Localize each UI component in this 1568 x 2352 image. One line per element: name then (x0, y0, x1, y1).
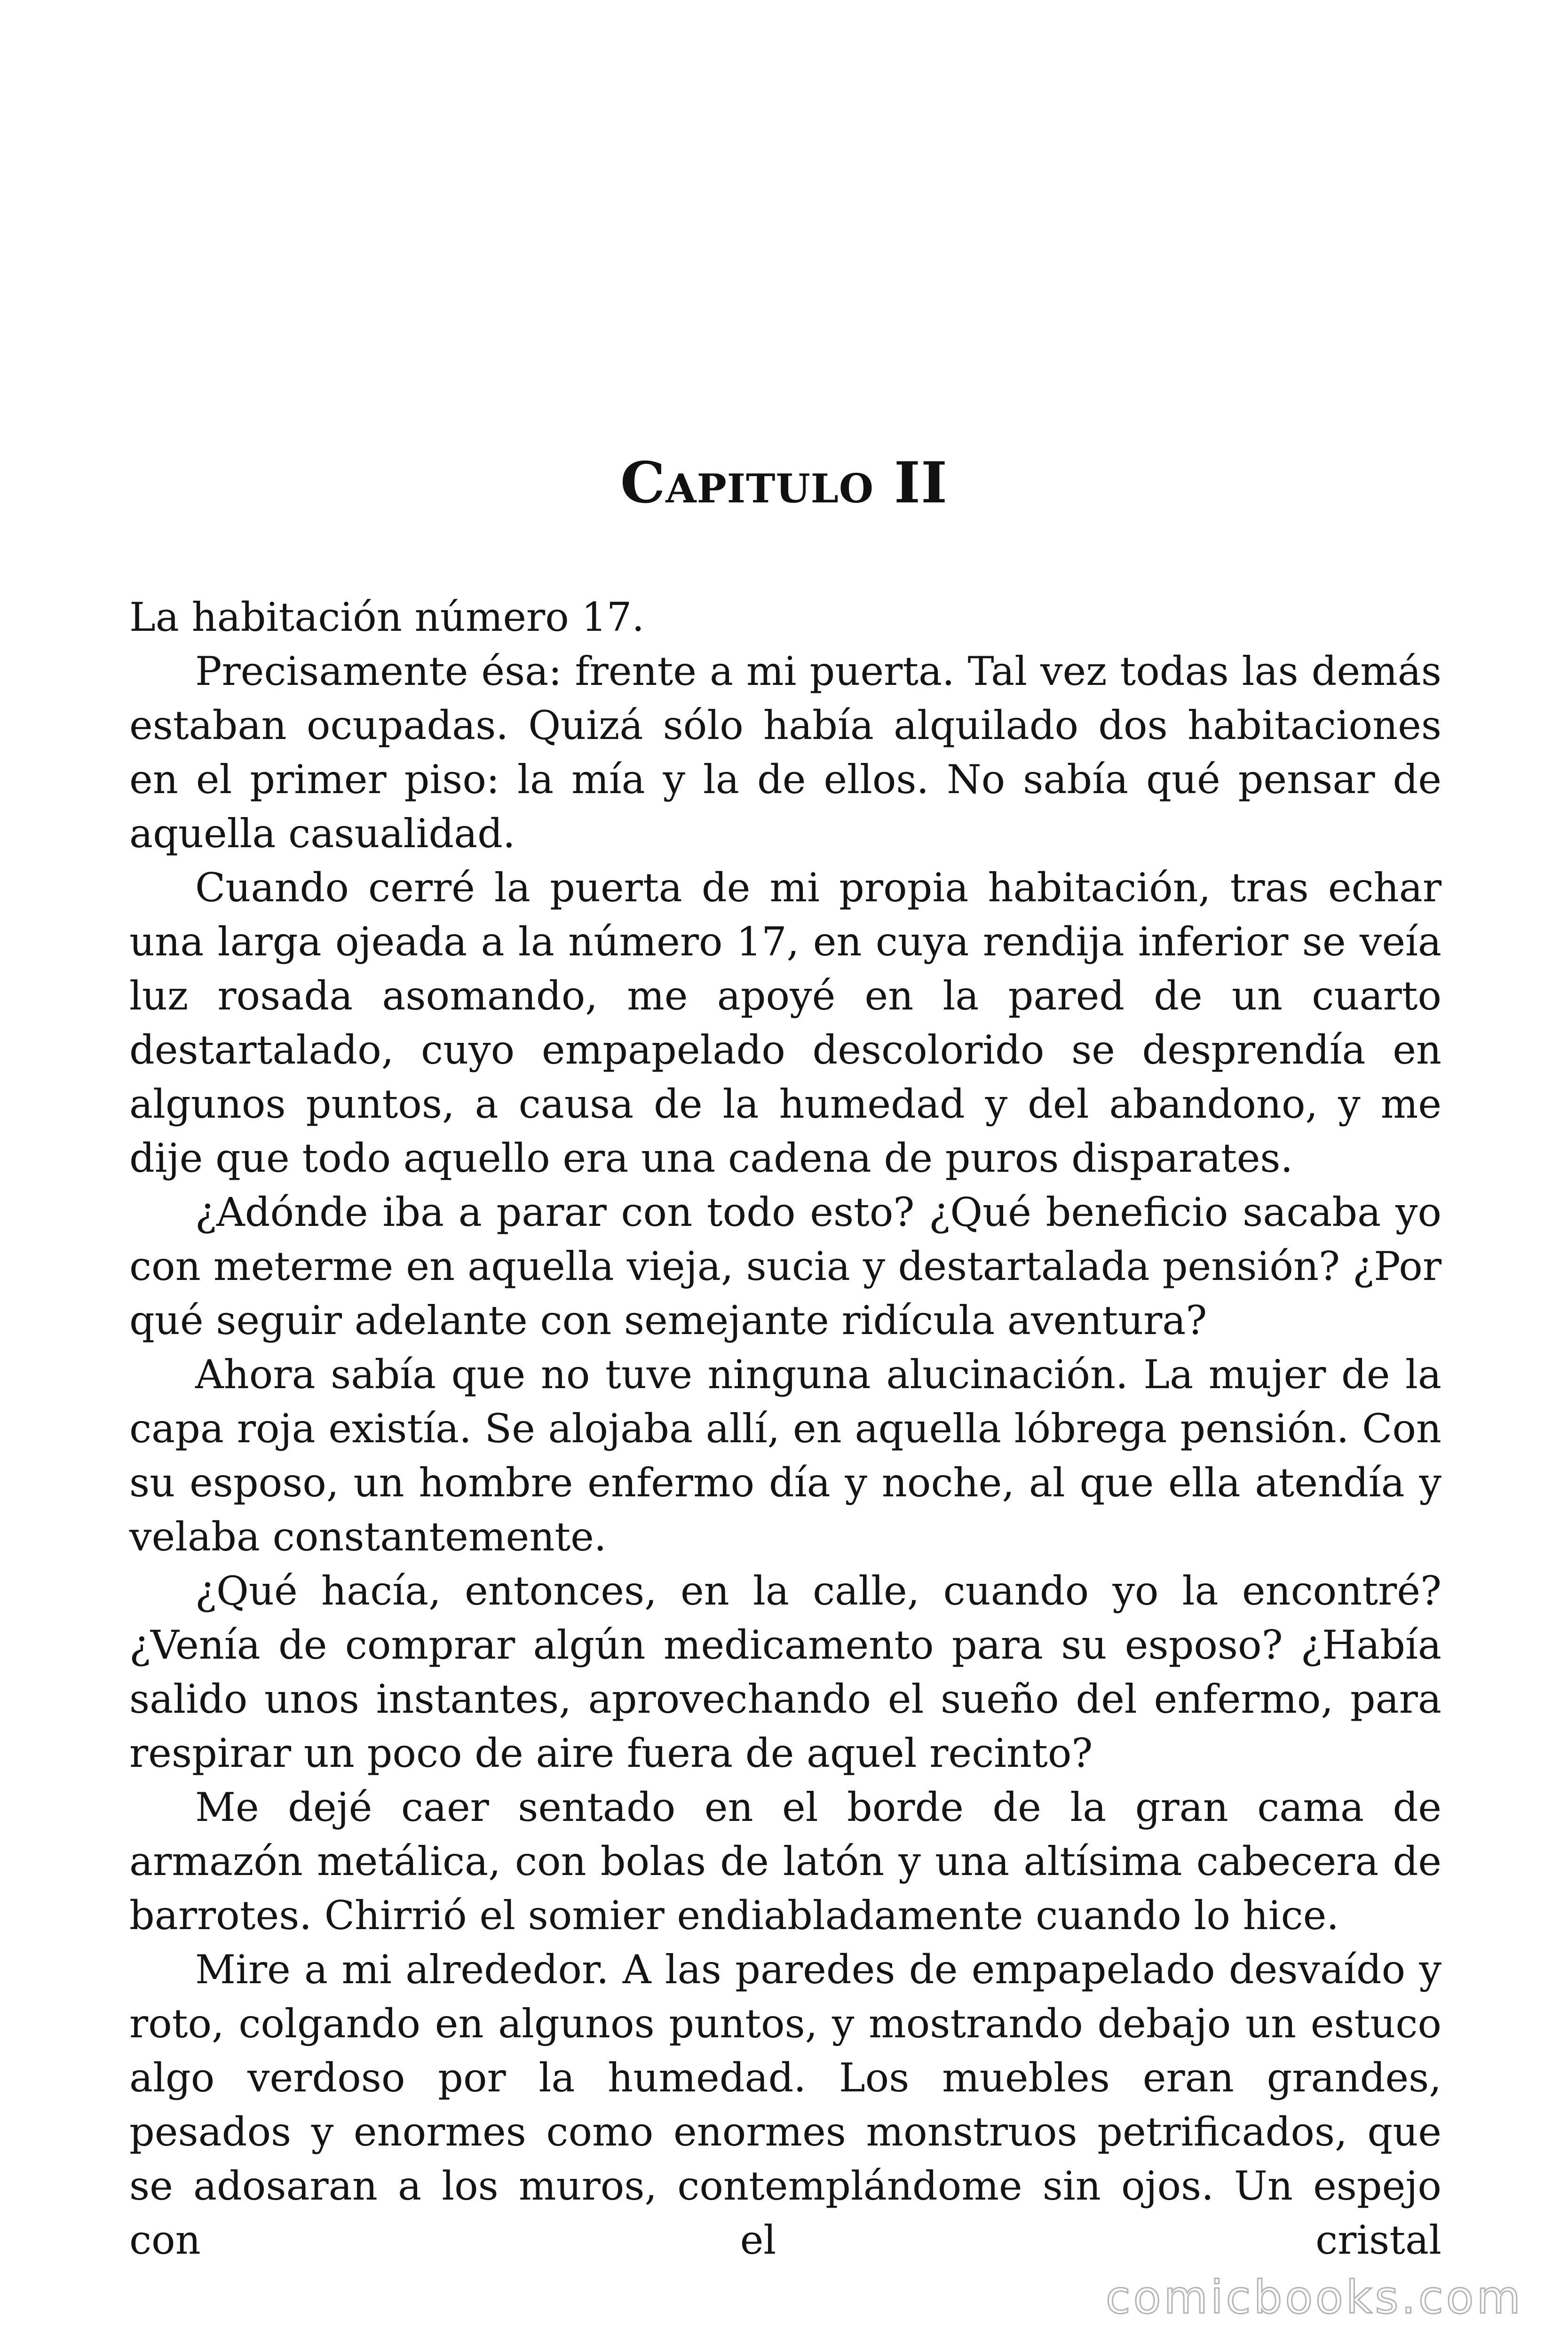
paragraph-1: La habitación número 17. (129, 594, 645, 640)
paragraph-3: Cuando cerré la puerta de mi propia habitación, tras echar una larga ojeada a la número 17, en cuya rendija inferior se veía luz rosada asomando, me apoyé en la pared de un cuarto destartalado, cuyo empapelado descolorido se desprendía en algunos puntos, a causa de la humedad y del abandono, y me dije que todo aquello era una cadena de puros disparates. (129, 865, 1441, 1181)
paragraph-8: Mire a mi alrededor. A las paredes de empapelado desvaído y roto, colgando en algunos puntos, y mostrando debajo un estuco algo verdoso por la humedad. Los muebles eran grandes, pesados y enormes como enormes monstruos petrificados, que se adosaran a los muros, contemplándome sin ojos. Un espejo con el cristal (129, 1947, 1441, 2263)
chapter-title-text: Capitulo II (620, 450, 948, 516)
paragraph-7: Me dejé caer sentado en el borde de la gran cama de armazón metálica, con bolas de latón y una altísima cabecera de barrotes. Chirrió el somier endiabladamente cuando lo hice. (129, 1784, 1441, 1939)
paragraph-5: Ahora sabía que no tuve ninguna alucinación. La mujer de la capa roja existía. Se alojaba allí, en aquella lóbrega pensión. Con su esposo, un hombre enfermo día y noche, al que ella atendía y velaba constantemente. (129, 1351, 1441, 1560)
paragraph-6: ¿Qué hacía, entonces, en la calle, cuando yo la encontré? ¿Venía de comprar algún medicamento para su esposo? ¿Había salido unos instantes, aprovechando el sueño del enfermo, para respirar un poco de aire fuera de aquel recinto? (129, 1568, 1441, 1776)
paragraph-2: Precisamente ésa: frente a mi puerta. Tal vez todas las demás estaban ocupadas. Quizá sólo había alquilado dos habitaciones en el primer piso: la mía y la de ellos. No sabía qué pensar de aquella casualidad. (129, 648, 1441, 857)
chapter-title (0, 449, 1568, 517)
paragraph-4: ¿Adónde iba a parar con todo esto? ¿Qué beneficio sacaba yo con meterme en aquella vieja, sucia y destartalada pensión? ¿Por qué seguir adelante con semejante ridícula aventura? (129, 1189, 1441, 1343)
watermark-logo: comicbooks.com (1105, 2271, 1523, 2324)
chapter-body (129, 590, 1441, 2267)
